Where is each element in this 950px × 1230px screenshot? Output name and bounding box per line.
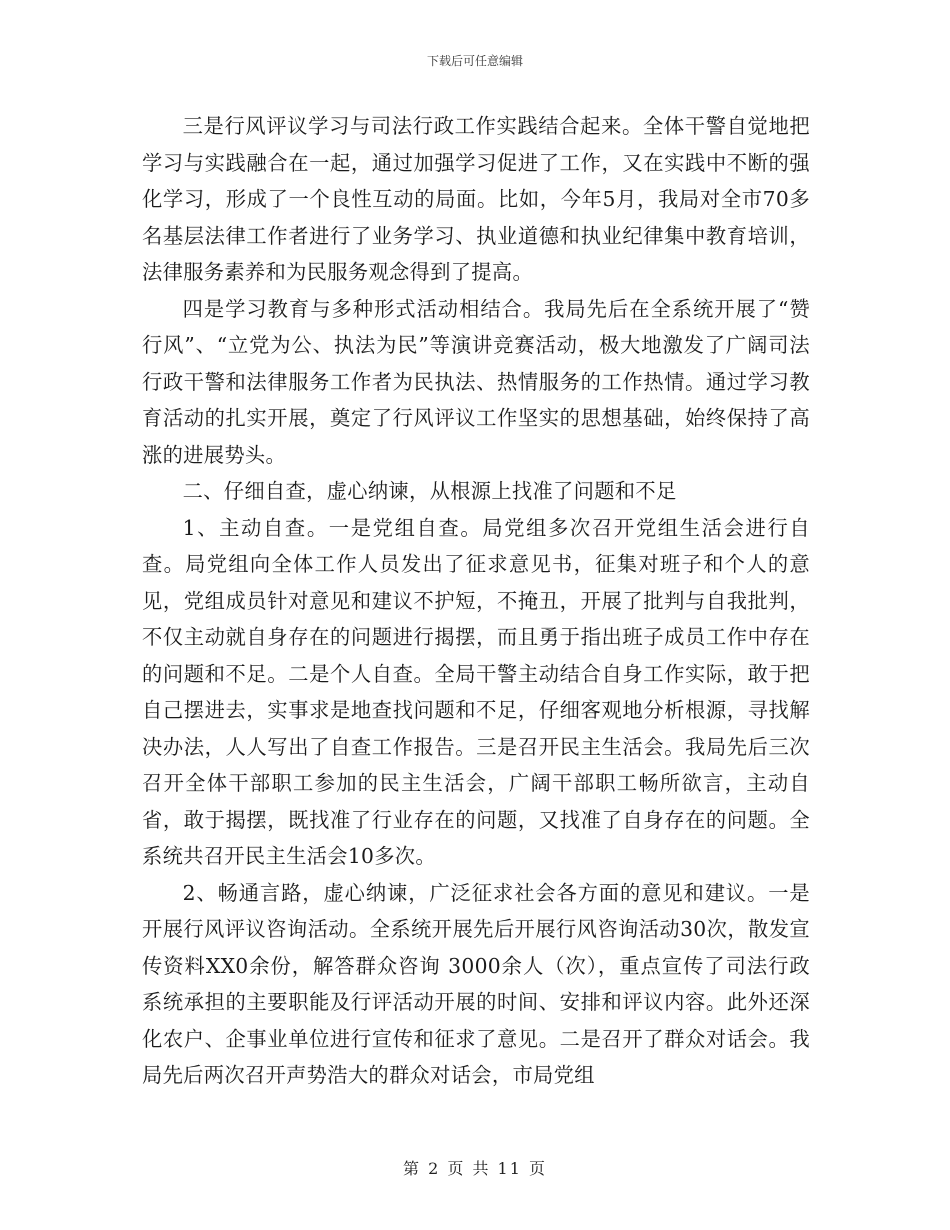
page-number-footer: 第 2 页 共 11 页 bbox=[403, 1159, 547, 1178]
paragraph-study-practice: 三是行风评议学习与司法行政工作实践结合起来。全体干警自觉地把学习与实践融合在一起，通过加强学习促进了工作，又在实践中不断的强化学习，形成了一个良性互动的局面。比如，今年5月，我局对全市70多名基层法律工作者进行了业务学习、执业道德和执业纪律集中教育培训，法律服务素养和为民服务观念得到了提高。 bbox=[142, 114, 810, 284]
section-heading-self-check: 二、仔细自查，虚心纳谏，从根源上找准了问题和不足 bbox=[182, 479, 677, 503]
paragraph-study-activities: 四是学习教育与多种形式活动相结合。我局先后在全系统开展了“赞行风”、“立党为公、执法为民”等演讲竞赛活动，极大地激发了广阔司法行政干警和法律服务工作者为民执法、热情服务的工作热情。通过学习教育活动的扎实开展，奠定了行风评议工作坚实的思想基础，始终保持了高涨的进展势头。 bbox=[142, 296, 810, 467]
paragraph-self-inspection: 1、主动自查。一是党组自查。局党组多次召开党组生活会进行自查。局党组向全体工作人员发出了征求意见书，征集对班子和个人的意见，党组成员针对意见和建议不护短，不掩丑，开展了批判与自我批判，不仅主动就自身存在的问题进行揭摆，而且勇于指出班子成员工作中存在的问题和不足。二是个人自查。全局干警主动结合自身工作实际，敢于把自己摆进去，实事求是地查找问题和不足，仔细客观地分析根源，寻找解决办法，人人写出了自查工作报告。三是召开民主生活会。我局先后三次召开全体干部职工参加的民主生活会，广阔干部职工畅所欲言，主动自省，敢于揭摆，既找准了行业存在的问题，又找准了自身存在的问题。全系统共召开民主生活会10多次。 bbox=[142, 515, 810, 868]
page-header-note: 下载后可任意编辑 bbox=[426, 54, 523, 68]
paragraph-open-channels: 2、畅通言路，虚心纳谏，广泛征求社会各方面的意见和建议。一是开展行风评议咨询活动。全系统开展先后开展行风咨询活动30次，散发宣传资料XX0余份，解答群众咨询 3000余人（次），重点宣传了司法行政系统承担的主要职能及行评活动开展的时间、安排和评议内容。此外还深化农户、企事业单位进行宣传和征求了意见。二是召开了群众对话会。我局先后两次召开声势浩大的群众对话会，市局党组 bbox=[142, 880, 810, 1087]
document-body bbox=[142, 108, 810, 1094]
